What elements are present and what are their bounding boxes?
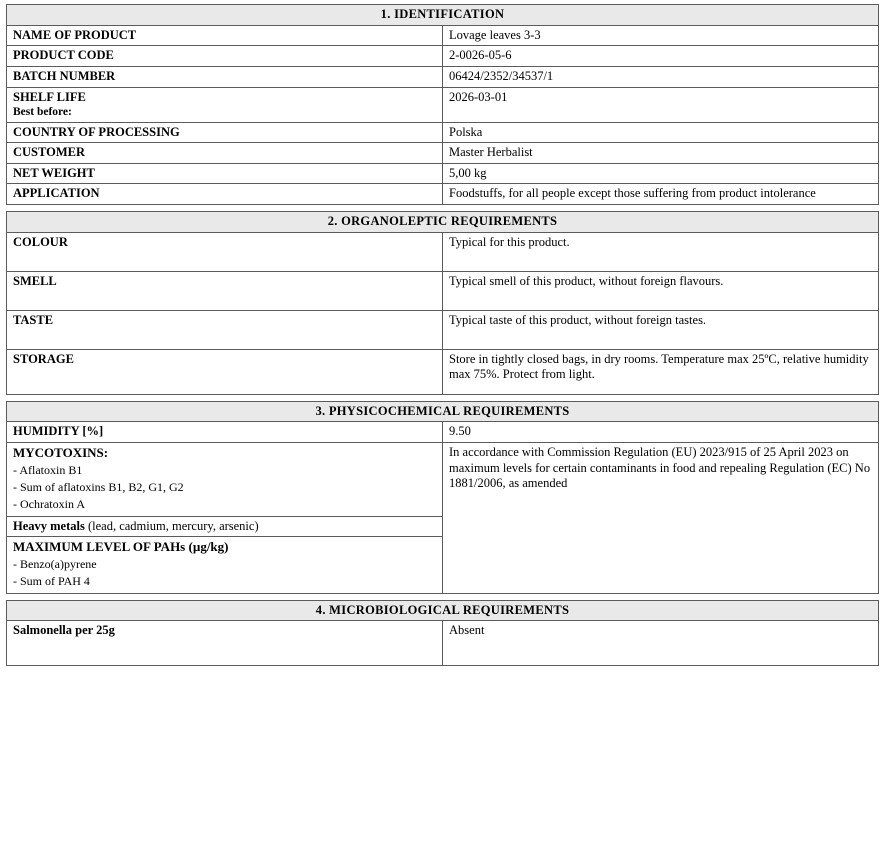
row-label-product-code: PRODUCT CODE xyxy=(7,46,443,67)
row-value-product-code: 2-0026-05-6 xyxy=(443,46,879,67)
section-header-physicochemical xyxy=(7,401,879,422)
identification-table xyxy=(6,4,879,205)
row-label-customer: CUSTOMER xyxy=(7,143,443,164)
row-label-salmonella: Salmonella per 25g xyxy=(7,621,443,666)
row-label-pah xyxy=(7,537,443,593)
table-row xyxy=(7,46,879,67)
row-value-net-weight: 5,00 kg xyxy=(443,163,879,184)
row-label-taste: TASTE xyxy=(7,310,443,349)
heavy-metals-label: Heavy metals xyxy=(13,518,85,533)
table-row xyxy=(7,25,879,46)
row-value-customer: Master Herbalist xyxy=(443,143,879,164)
row-label-country-of-processing: COUNTRY OF PROCESSING xyxy=(7,122,443,143)
table-row xyxy=(7,87,879,122)
pah-title: MAXIMUM LEVEL OF PAHs (µg/kg) xyxy=(13,539,229,555)
table-row xyxy=(7,621,879,666)
table-row xyxy=(7,163,879,184)
row-value-name-of-product: Lovage leaves 3-3 xyxy=(443,25,879,46)
mycotoxins-item: - Ochratoxin A xyxy=(13,497,85,512)
table-row xyxy=(7,66,879,87)
row-label-smell: SMELL xyxy=(7,271,443,310)
row-value-batch-number: 06424/2352/34537/1 xyxy=(443,66,879,87)
row-value-colour: Typical for this product. xyxy=(443,232,879,271)
table-row xyxy=(7,184,879,205)
row-label-storage: STORAGE xyxy=(7,349,443,394)
table-row xyxy=(7,310,879,349)
section-title: 4. MICROBIOLOGICAL REQUIREMENTS xyxy=(7,600,879,621)
section-header-organoleptic xyxy=(7,212,879,233)
table-row xyxy=(7,271,879,310)
table-row xyxy=(7,122,879,143)
row-label-colour: COLOUR xyxy=(7,232,443,271)
row-value-application: Foodstuffs, for all people except those suffering from product intolerance xyxy=(443,184,879,205)
pah-item: - Sum of PAH 4 xyxy=(13,574,90,589)
microbiological-table xyxy=(6,600,879,667)
section-title: 1. IDENTIFICATION xyxy=(7,5,879,26)
row-value-storage: Store in tightly closed bags, in dry rooms. Temperature max 25ºC, relative humidity max 75%. Protect from light. xyxy=(443,349,879,394)
shelf-life-sublabel: Best before: xyxy=(13,106,72,119)
section-title: 2. ORGANOLEPTIC REQUIREMENTS xyxy=(7,212,879,233)
row-label-heavy-metals xyxy=(7,516,443,537)
row-label-name-of-product: NAME OF PRODUCT xyxy=(7,25,443,46)
row-label-mycotoxins xyxy=(7,442,443,516)
table-row xyxy=(7,422,879,443)
row-value-smell: Typical smell of this product, without foreign flavours. xyxy=(443,271,879,310)
row-value-shelf-life: 2026-03-01 xyxy=(443,87,879,122)
table-row xyxy=(7,442,879,516)
section-title: 3. PHYSICOCHEMICAL REQUIREMENTS xyxy=(7,401,879,422)
row-value-humidity: 9.50 xyxy=(443,422,879,443)
mycotoxins-item: - Sum of aflatoxins B1, B2, G1, G2 xyxy=(13,479,184,494)
shelf-life-label: SHELF LIFE xyxy=(13,89,86,104)
section-header-identification xyxy=(7,5,879,26)
row-value-country-of-processing: Polska xyxy=(443,122,879,143)
table-row xyxy=(7,232,879,271)
section-header-microbiological xyxy=(7,600,879,621)
row-label-net-weight: NET WEIGHT xyxy=(7,163,443,184)
table-row xyxy=(7,349,879,394)
row-label-shelf-life xyxy=(7,87,443,122)
physicochemical-table xyxy=(6,401,879,594)
table-row xyxy=(7,143,879,164)
row-value-taste: Typical taste of this product, without foreign tastes. xyxy=(443,310,879,349)
organoleptic-table xyxy=(6,211,879,395)
heavy-metals-detail: (lead, cadmium, mercury, arsenic) xyxy=(84,518,259,533)
row-value-salmonella: Absent xyxy=(443,621,879,666)
regulation-note: In accordance with Commission Regulation (EU) 2023/915 of 25 April 2023 on maximum levels for certain contaminants in food and repealing Regulation (EC) No 1881/2006, as amended xyxy=(443,442,879,593)
row-label-humidity: HUMIDITY [%] xyxy=(7,422,443,443)
pah-item: - Benzo(a)pyrene xyxy=(13,556,97,571)
mycotoxins-title: MYCOTOXINS: xyxy=(13,444,109,460)
row-label-batch-number: BATCH NUMBER xyxy=(7,66,443,87)
mycotoxins-item: - Aflatoxin B1 xyxy=(13,462,83,477)
row-label-application: APPLICATION xyxy=(7,184,443,205)
